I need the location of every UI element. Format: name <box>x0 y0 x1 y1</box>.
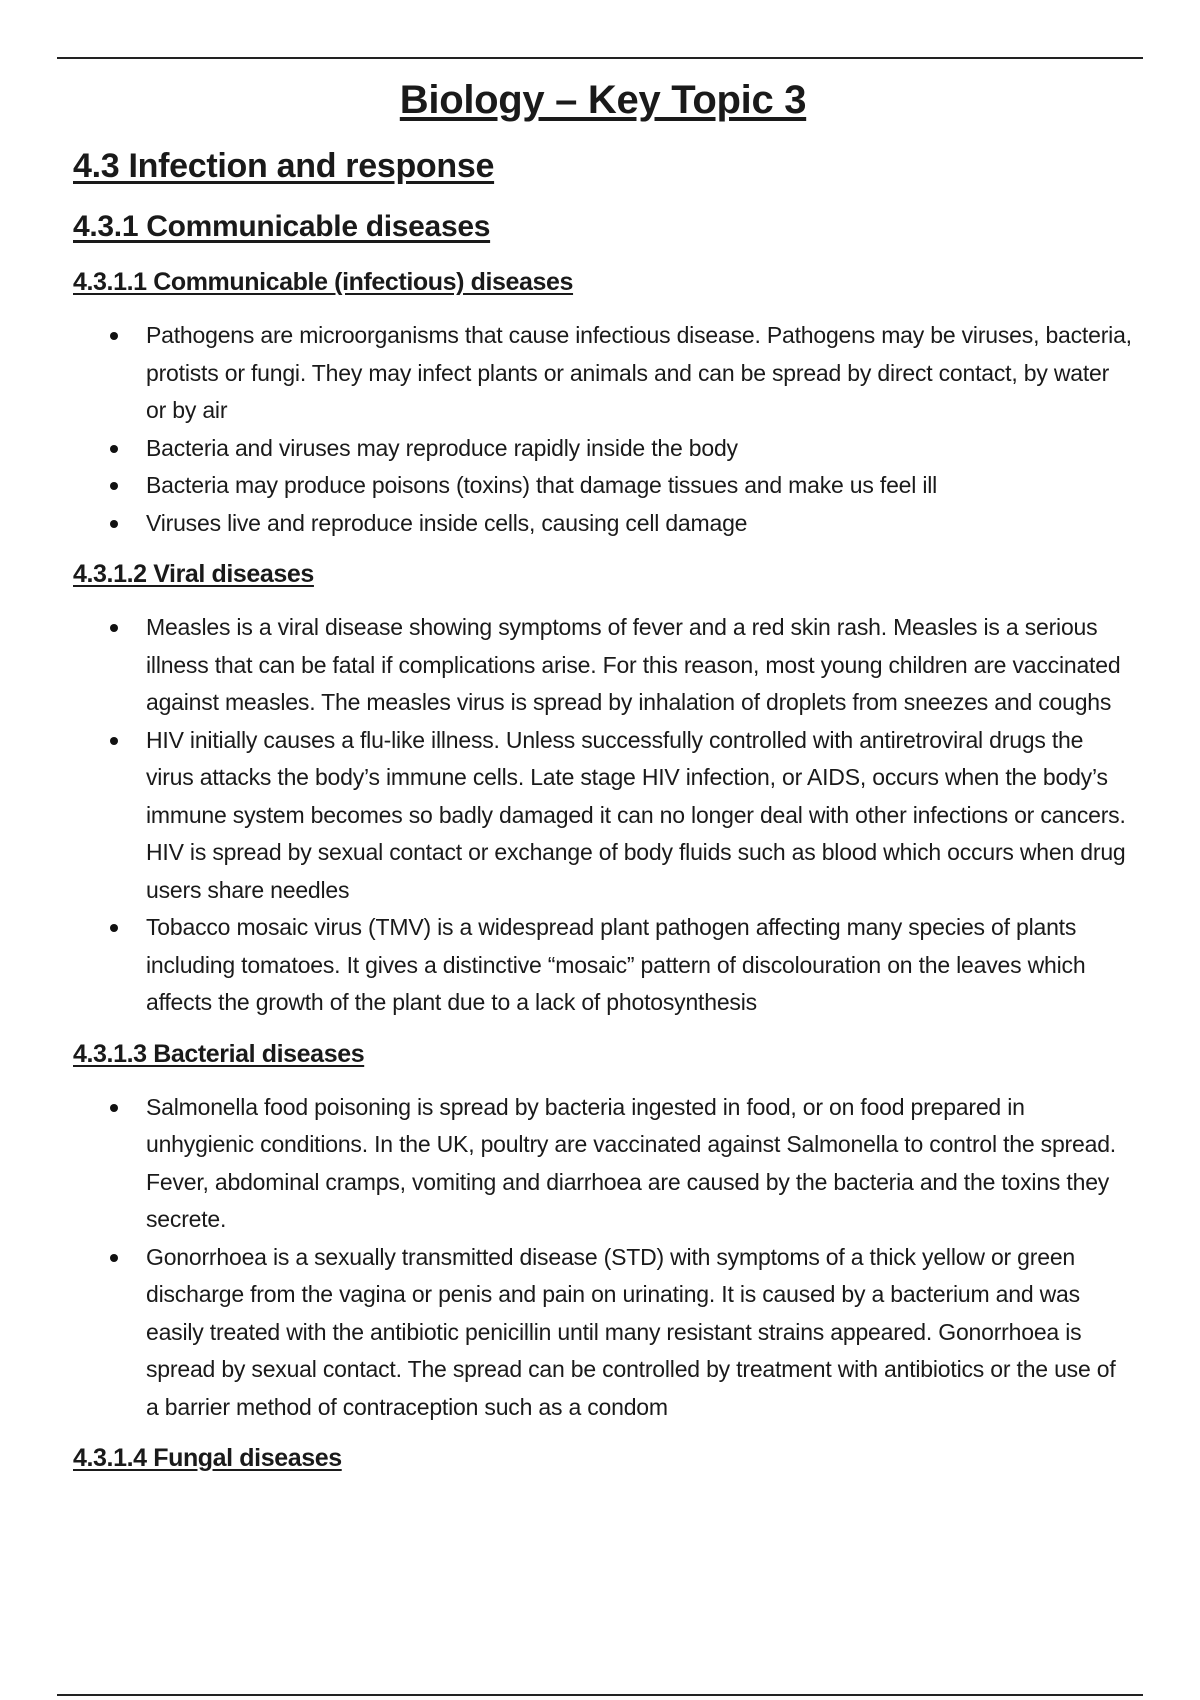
list-item <box>73 722 1133 910</box>
list-item-text: Viruses live and reproduce inside cells, causing cell damage <box>146 509 748 536</box>
list-item-text: Gonorrhoea is a sexually transmitted disease (STD) with symptoms of a thick yellow or green discharge from the vagina or penis and pain on urinating. It is caused by a bacterium and was easily treated with the antibiotic penicillin until many resistant strains appeared. Gonorrhoea is spread by sexual contact. The spread can be controlled by treatment with antibiotics or the use of a barrier method of contraception such as a condom <box>146 1243 1116 1420</box>
document-body <box>73 78 1133 1493</box>
section-heading-4-3-1-2: 4.3.1.2 Viral diseases <box>73 560 314 588</box>
document-title: Biology – Key Topic 3 <box>399 78 807 122</box>
list-item-text: Measles is a viral disease showing symptoms of fever and a red skin rash. Measles is a serious illness that can be fatal if complications arise. For this reason, most young children are vaccinated against measles. The measles virus is spread by inhalation of droplets from sneezes and coughs <box>146 614 1121 715</box>
bullet-icon <box>110 445 118 453</box>
bullet-icon <box>110 737 118 745</box>
bullet-list-bacterial <box>73 1089 1133 1427</box>
bullet-icon <box>110 520 118 528</box>
bullet-icon <box>110 924 118 932</box>
list-item <box>73 1239 1133 1427</box>
bullet-list-viral <box>73 609 1133 1022</box>
list-item <box>73 430 1133 468</box>
top-rule <box>57 57 1143 59</box>
list-item <box>73 317 1133 430</box>
bullet-list-communicable <box>73 317 1133 542</box>
bullet-icon <box>110 1104 118 1112</box>
list-item-text: Pathogens are microorganisms that cause infectious disease. Pathogens may be viruses, bacteria, protists or fungi. They may infect plants or animals and can be spread by direct contact, by water or by air <box>146 322 1132 423</box>
bullet-icon <box>110 624 118 632</box>
list-item <box>73 909 1133 1022</box>
list-item-text: Salmonella food poisoning is spread by bacteria ingested in food, or on food prepared in unhygienic conditions. In the UK, poultry are vaccinated against Salmonella to control the spread. Fever, abdominal cramps, vomiting and diarrhoea are caused by the bacteria and the toxins they secrete. <box>146 1093 1116 1232</box>
list-item <box>73 467 1133 505</box>
list-item <box>73 505 1133 543</box>
list-item-text: Tobacco mosaic virus (TMV) is a widespread plant pathogen affecting many species of plants including tomatoes. It gives a distinctive “mosaic” pattern of discolouration on the leaves which affects the growth of the plant due to a lack of photosynthesis <box>146 914 1086 1015</box>
bullet-icon <box>110 482 118 490</box>
list-item-text: Bacteria may produce poisons (toxins) that damage tissues and make us feel ill <box>146 472 938 498</box>
list-item-text: Bacteria and viruses may reproduce rapidly inside the body <box>146 434 738 461</box>
section-heading-4-3-1-3: 4.3.1.3 Bacterial diseases <box>73 1039 365 1068</box>
bullet-icon <box>110 332 118 340</box>
section-heading-4-3-1-1: 4.3.1.1 Communicable (infectious) diseases <box>73 268 574 296</box>
list-item <box>73 609 1133 722</box>
list-item-text: HIV initially causes a flu-like illness. Unless successfully controlled with antiretroviral drugs the virus attacks the body’s immune cells. Late stage HIV infection, or AIDS, occurs when the body’s immune system becomes so badly damaged it can no longer deal with other infections or cancers. HIV is spread by sexual contact or exchange of body fluids such as blood which occurs when drug users share needles <box>146 726 1126 903</box>
bullet-icon <box>110 1254 118 1262</box>
section-heading-4-3-1-4: 4.3.1.4 Fungal diseases <box>73 1444 342 1472</box>
bottom-rule <box>57 1694 1143 1696</box>
section-heading-4-3: 4.3 Infection and response <box>73 147 495 185</box>
section-heading-4-3-1: 4.3.1 Communicable diseases <box>73 210 491 243</box>
list-item <box>73 1089 1133 1239</box>
